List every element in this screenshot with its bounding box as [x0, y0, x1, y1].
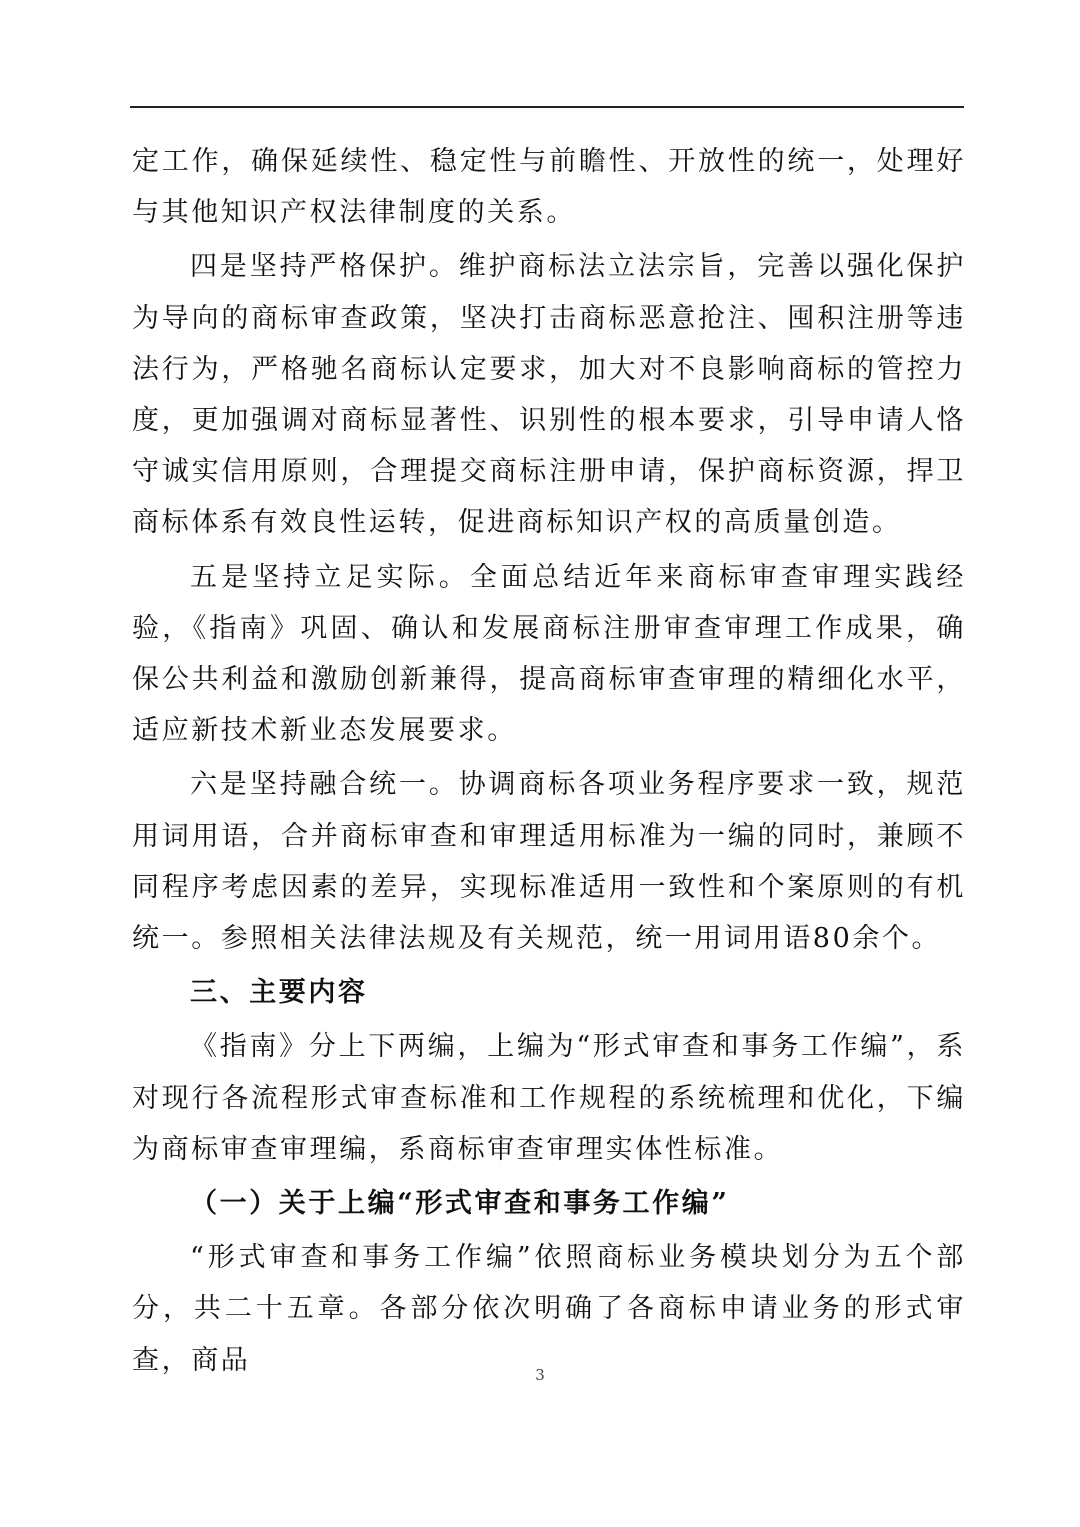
page-number: 3 [535, 1366, 545, 1384]
paragraph-practical-basis: 五是坚持立足实际。全面总结近年来商标审查审理实践经验，《指南》巩固、确认和发展商标注册审查审理工作成果，确保公共利益和激励创新兼得，提高商标审查审理的精细化水平，适应新技术新业态发展要求。 [132, 561, 966, 747]
section-heading: 三、主要内容 [190, 977, 368, 1009]
paragraph-integration: 六是坚持融合统一。协调商标各项业务程序要求一致，规范用词用语，合并商标审查和审理适用标准为一编的同时，兼顾不同程序考虑因素的差异，实现标准适用一致性和个案原则的有机统一。参照相关法律法规及有关规范，统一用词用语80余个。 [132, 769, 966, 955]
section-intro: 《指南》分上下两编，上编为“形式审查和事务工作编”，系对现行各流程形式审查标准和工作规程的系统梳理和优化，下编为商标审查审理编，系商标审查审理实体性标准。 [132, 1031, 966, 1165]
paragraph-strict-protection: 四是坚持严格保护。维护商标法立法宗旨，完善以强化保护为导向的商标审查政策，坚决打击商标恶意抢注、囤积注册等违法行为，严格驰名商标认定要求，加大对不良影响商标的管控力度，更加强调对商标显著性、识别性的根本要求，引导申请人恪守诚实信用原则，合理提交商标注册申请，保护商标资源，捍卫商标体系有效良性运转，促进商标知识产权的高质量创造。 [132, 251, 966, 539]
body-text [132, 136, 966, 1386]
subsection-text: “形式审查和事务工作编”依照商标业务模块划分为五个部分，共二十五章。各部分依次明确了各商标申请业务的形式审查，商品 [132, 1242, 966, 1376]
header-rule [130, 106, 964, 108]
paragraph-continuation: 定工作，确保延续性、稳定性与前瞻性、开放性的统一，处理好与其他知识产权法律制度的关系。 [132, 146, 966, 229]
subsection-heading: （一）关于上编“形式审查和事务工作编” [190, 1188, 730, 1220]
